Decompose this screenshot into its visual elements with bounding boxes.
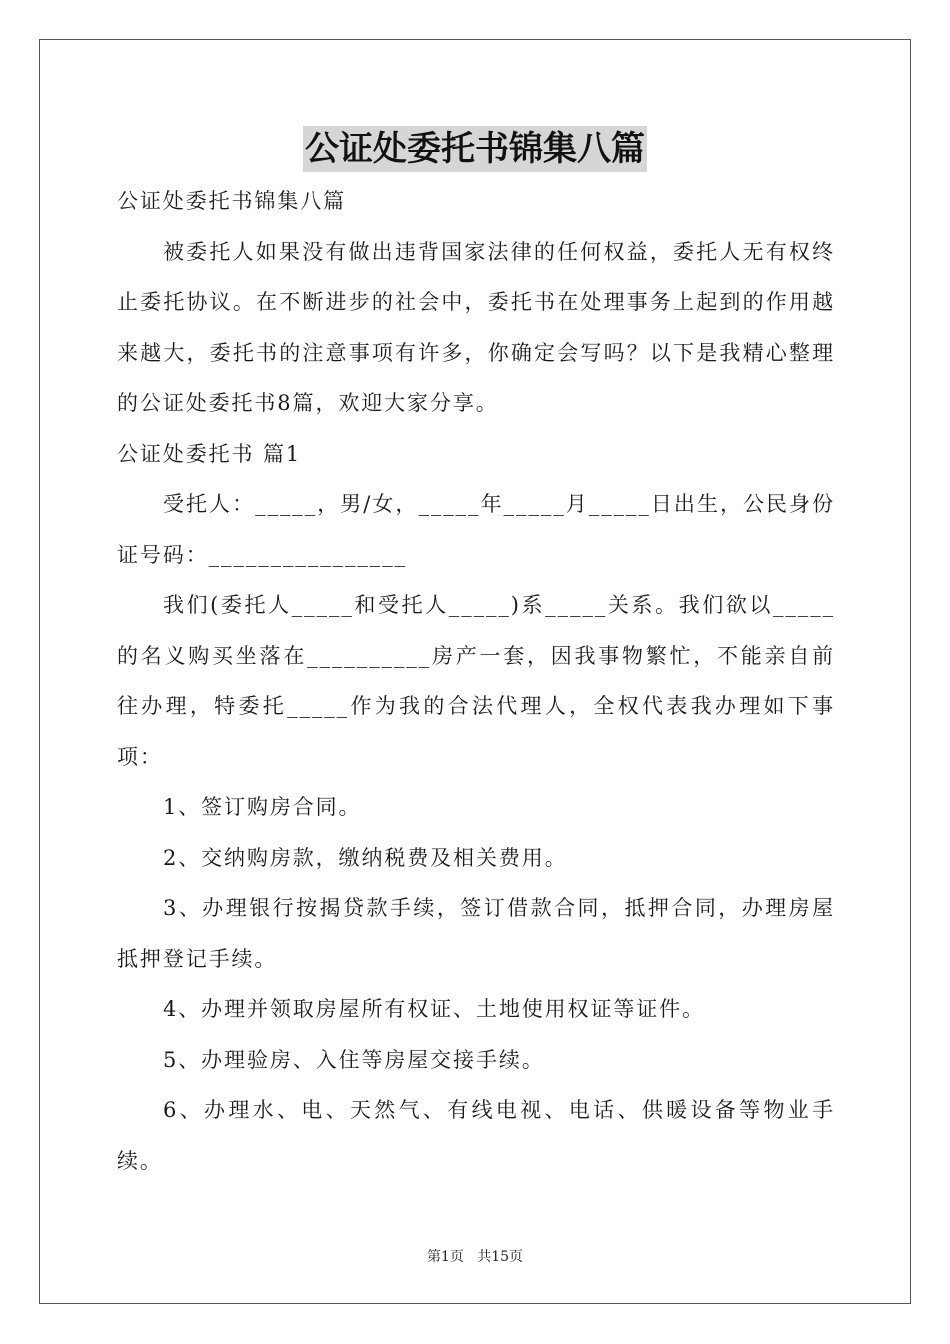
list-item: 5、办理验房、入住等房屋交接手续。 — [163, 1047, 545, 1072]
list-item: 6、办理水、电、天然气、有线电视、电话、供暖设备等物业手续。 — [117, 1098, 835, 1173]
page-footer — [0, 1248, 950, 1266]
page-number: 第1页 — [426, 1249, 464, 1265]
paragraph-delegation: 我们(委托人_____和受托人_____)系_____关系。我们欲以_____的名义购买坐落在__________房产一套，因我事物繁忙，不能亲自前往办理，特委托_____作为我的合法代理人，全权代表我办理如下事项： — [117, 593, 835, 769]
list-item: 3、办理银行按揭贷款手续，签订借款合同，抵押合同，办理房屋抵押登记手续。 — [117, 896, 835, 971]
paragraph-trustee-info: 受托人：_____，男/女，_____年_____月_____日出生，公民身份证号码：________________ — [117, 492, 835, 567]
page-total: 共15页 — [477, 1249, 524, 1265]
footer-spacer — [464, 1249, 477, 1265]
list-item: 4、办理并领取房屋所有权证、土地使用权证等证件。 — [163, 997, 705, 1021]
document-title: 公证处委托书锦集八篇 — [303, 126, 647, 172]
paragraph-subtitle: 公证处委托书锦集八篇 — [117, 189, 346, 213]
list-item: 1、签订购房合同。 — [163, 795, 362, 819]
section-heading: 公证处委托书 篇1 — [117, 441, 302, 466]
list-item: 2、交纳购房款，缴纳税费及相关费用。 — [163, 845, 568, 870]
title-container — [0, 126, 950, 172]
document-body — [117, 176, 835, 1186]
paragraph-intro: 被委托人如果没有做出违背国家法律的任何权益，委托人无有权终止委托协议。在不断进步的社会中，委托书在处理事务上起到的作用越来越大，委托书的注意事项有许多，你确定会写吗？以下是我精心整理的公证处委托书8篇，欢迎大家分享。 — [117, 239, 835, 415]
